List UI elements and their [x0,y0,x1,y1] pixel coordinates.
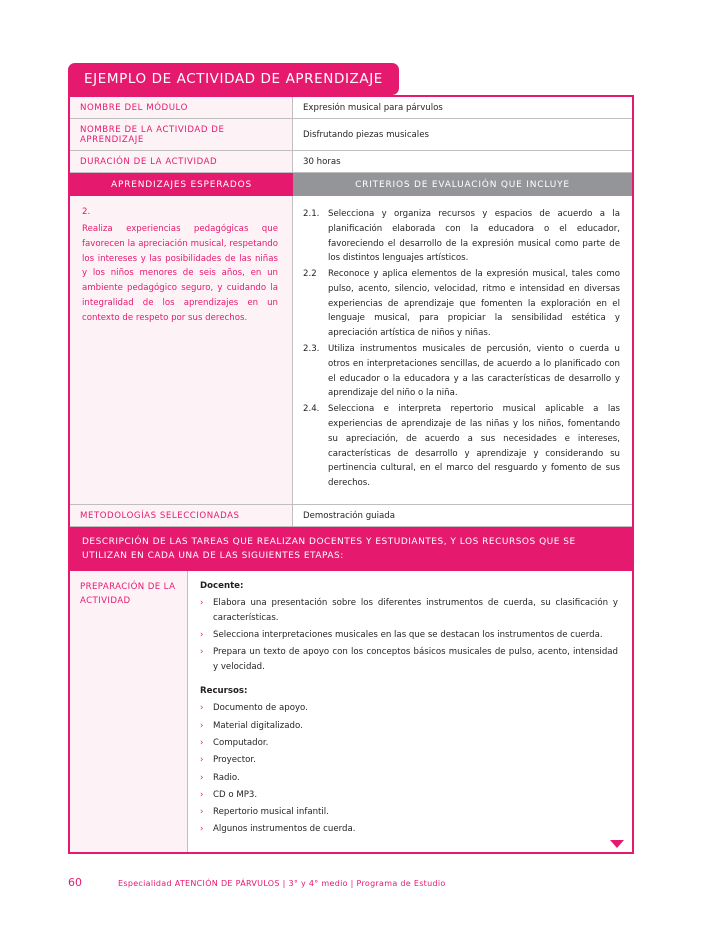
list-item-text: CD o MP3. [213,789,258,800]
stage-body [188,571,632,852]
stage-row [70,571,632,852]
list-item-text: Prepara un texto de apoyo con los conceptos básicos musicales de pulso, acento, intensidad y velocidad. [213,647,618,673]
bullet-marker-icon: › [200,720,204,731]
page-title: EJEMPLO DE ACTIVIDAD DE APRENDIZAJE [84,71,383,87]
value-nombre-actividad: Disfrutando piezas musicales [293,119,632,150]
list-item [200,645,618,675]
bullet-marker-icon: › [200,703,204,714]
learning-outcome-cell [70,196,293,505]
bullet-marker-icon: › [200,772,204,783]
list-item-text: Algunos instrumentos de cuerda. [213,824,356,835]
docente-list [200,596,618,675]
section-header-row [70,173,632,196]
header-aprendizajes-esperados: APRENDIZAJES ESPERADOS [70,173,293,196]
bullet-marker-icon: › [200,647,204,658]
value-nombre-del-modulo: Expresión musical para párvulos [293,97,632,118]
bullet-marker-icon: › [200,807,204,818]
criterion-text: Reconoce y aplica elementos de la expresión musical, tales como pulso, acento, silencio, velocidad, ritmo e intensidad en diversas experiencias de aprendizaje que fomenten la exploración en el lenguaje musical, para propiciar la sensibilidad estética y apreciación artística de niños y niñas. [328,269,620,339]
criterion-text: Selecciona e interpreta repertorio musical aplicable a las experiencias de aprendizaje de las niñas y los niños, fomentando su apreciación, de acuerdo a sus necesidades e intereses, características de desarrollo y aprendizaje y considerando su pertinencia cultural, en el marco del resguardo y fomento de sus derechos. [328,404,620,489]
list-item-text: Repertorio musical infantil. [213,807,329,818]
criterion-number: 2.2 [303,269,317,280]
bullet-marker-icon: › [200,630,204,641]
table-row [70,119,632,151]
criterion-item [303,342,620,401]
value-metodologias: Demostración guiada [293,505,632,526]
continues-below-arrow-icon [610,840,624,848]
bullet-marker-icon: › [200,789,204,800]
list-item [200,788,618,803]
description-banner: DESCRIPCIÓN DE LAS TAREAS QUE REALIZAN DOCENTES Y ESTUDIANTES, Y LOS RECURSOS QUE SE UTILIZAN EN CADA UNA DE LAS SIGUIENTES ETAPAS: [70,527,632,571]
bullet-marker-icon: › [200,755,204,766]
list-item [200,771,618,786]
bullet-marker-icon: › [200,824,204,835]
learning-outcome-number: 2. [82,207,91,217]
header-criterios-evaluacion: CRITERIOS DE EVALUACIÓN QUE INCLUYE [293,173,632,196]
list-item-text: Proyector. [213,755,256,766]
bullet-marker-icon: › [200,737,204,748]
list-item [200,822,618,837]
criterion-item [303,402,620,491]
page-number: 60 [68,876,82,889]
criterion-number: 2.1. [303,209,320,219]
recursos-list [200,701,618,837]
list-item-text: Selecciona interpretaciones musicales en las que se destacan los instrumentos de cuerda. [213,630,603,641]
list-item [200,596,618,626]
learning-outcome-text: Realiza experiencias pedagógicas que favorecen la apreciación musical, respetando los intereses y las posibilidades de las niñas y los niños menores de seis años, en un ambiente pedagógico seguro, y cuidando la integralidad de los aprendizajes en un contexto de respeto por sus derechos. [82,224,278,323]
criterion-text: Utiliza instrumentos musicales de percusión, viento o cuerda u otros en interpretaciones sencillas, de acuerdo a lo planificado con el educador o la educadora y a las características de desarrollo y aprendizaje del niño o la niña. [328,344,620,399]
list-item-text: Computador. [213,737,269,748]
list-item [200,753,618,768]
list-item [200,701,618,716]
table-row [70,151,632,173]
criterion-item [303,267,620,341]
list-item-text: Documento de apoyo. [213,703,308,714]
list-item [200,719,618,734]
list-item-text: Material digitalizado. [213,720,303,731]
criterion-number: 2.4. [303,404,320,415]
label-nombre-actividad: NOMBRE DE LA ACTIVIDAD DE APRENDIZAJE [70,119,293,150]
recursos-heading: Recursos: [200,686,248,697]
list-item [200,805,618,820]
stage-label-preparacion: PREPARACIÓN DE LA ACTIVIDAD [70,571,188,852]
bullet-marker-icon: › [200,598,204,608]
label-metodologias: METODOLOGÍAS SELECCIONADAS [70,505,293,526]
value-duracion-actividad: 30 horas [293,151,632,172]
label-duracion-actividad: DURACIÓN DE LA ACTIVIDAD [70,151,293,172]
activity-table [68,95,634,854]
list-item-text: Radio. [213,772,240,783]
list-item-text: Elabora una presentación sobre los diferentes instrumentos de cuerda, su clasificación y características. [213,598,618,623]
label-nombre-del-modulo: NOMBRE DEL MÓDULO [70,97,293,118]
outcome-criteria-row [70,196,632,505]
page-footer [68,876,446,889]
list-item [200,628,618,643]
list-item [200,736,618,751]
table-row-metodologias [70,505,632,527]
criterion-item [303,207,620,266]
spacer [200,677,618,686]
criterion-text: Selecciona y organiza recursos y espacios de acuerdo a la planificación elaborada con la educadora o el educador, favoreciendo el desarrollo de la expresión musical como parte de los distintos lenguajes artísticos. [328,209,620,264]
page-title-tab [68,63,399,95]
criterion-number: 2.3. [303,344,320,355]
footer-text: Especialidad ATENCIÓN DE PÁRVULOS | 3° y 4° medio | Programa de Estudio [118,879,446,888]
criteria-cell [293,196,632,505]
docente-heading: Docente: [200,581,244,591]
table-row [70,97,632,119]
